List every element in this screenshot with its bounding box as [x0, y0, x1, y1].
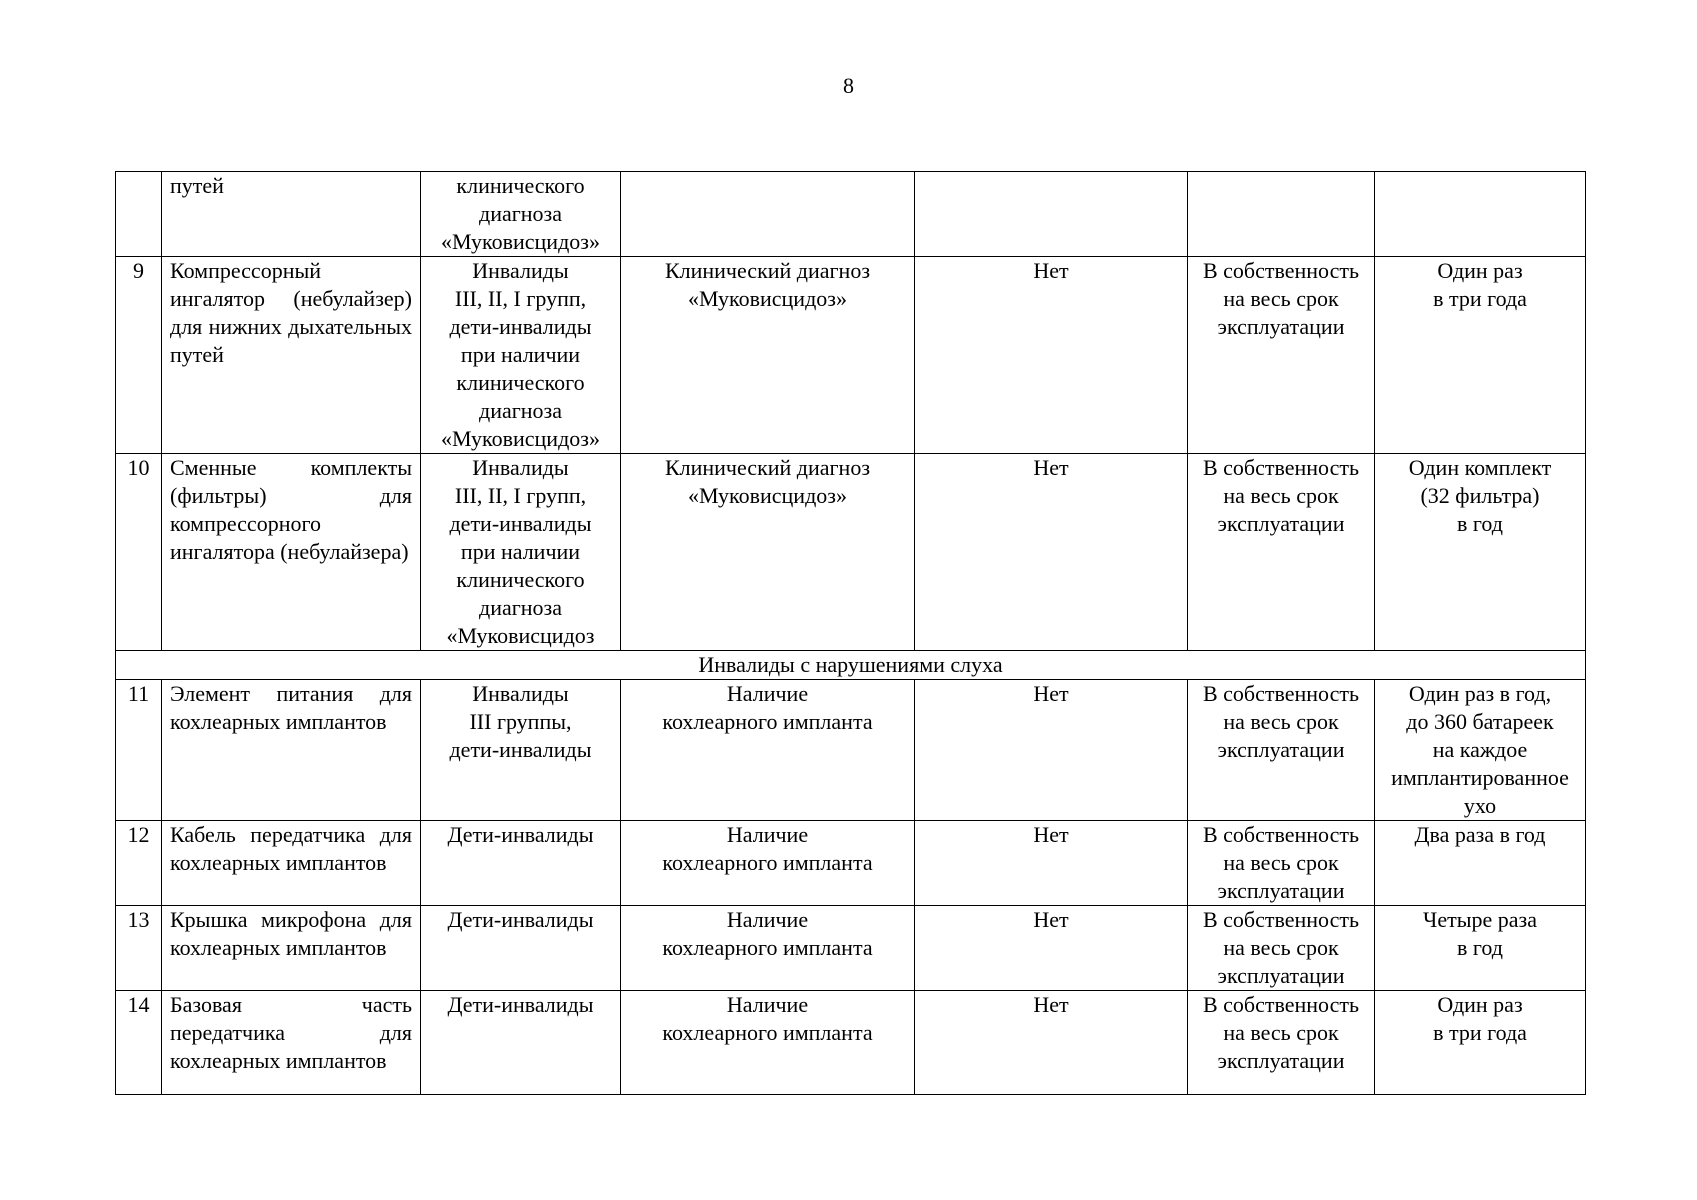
cell-text-line: Клинический диагноз: [664, 455, 871, 480]
provision-terms-cell: [1188, 454, 1375, 651]
provision-terms-cell: [1188, 257, 1375, 454]
recipients-cell: [421, 172, 621, 257]
cell-text-line: на весь срок: [1223, 1020, 1339, 1045]
item-name-cell: [162, 680, 421, 821]
recipients-cell: [421, 454, 621, 651]
cell-text-line: диагноза: [479, 595, 562, 620]
section-heading: Инвалиды с нарушениями слуха: [116, 651, 1586, 680]
contraindication-cell: [915, 680, 1188, 821]
cell-text-line: Компрессорный ингалятор (небулайзер) для нижних дыхательных путей: [170, 258, 412, 367]
cell-text-line: Наличие: [726, 822, 809, 847]
cell-text-line: до 360 батареек: [1406, 709, 1554, 734]
cell-text-line: Нет: [1033, 455, 1069, 480]
cell-text-line: кохлеарного импланта: [662, 935, 873, 960]
row-number: 10: [116, 454, 162, 651]
indication-cell: [621, 821, 915, 906]
cell-text-line: в три года: [1433, 1020, 1527, 1045]
provision-table: [115, 171, 1586, 1095]
table-row: [116, 821, 1586, 906]
cell-text-line: Инвалиды: [472, 455, 569, 480]
cell-text-line: в год: [1457, 511, 1503, 536]
cell-text-line: Один комплект: [1408, 455, 1552, 480]
provision-terms-cell: [1188, 172, 1375, 257]
contraindication-cell: [915, 172, 1188, 257]
cell-text-line: на весь срок: [1223, 935, 1339, 960]
cell-text-line: В собственность: [1202, 822, 1360, 847]
cell-text-line: III, II, I групп,: [454, 286, 587, 311]
cell-text-line: (32 фильтра): [1420, 483, 1540, 508]
indication-cell: [621, 906, 915, 991]
row-number: 13: [116, 906, 162, 991]
item-name-cell: [162, 906, 421, 991]
cell-text-line: Дети-инвалиды: [447, 907, 594, 932]
cell-text-line: кохлеарного импланта: [662, 1020, 873, 1045]
cell-text-line: на весь срок: [1223, 483, 1339, 508]
recipients-cell: [421, 257, 621, 454]
cell-text-line: Четыре раза: [1423, 907, 1537, 932]
indication-cell: [621, 172, 915, 257]
contraindication-cell: [915, 991, 1188, 1095]
cell-text-line: В собственность: [1202, 907, 1360, 932]
row-number: 9: [116, 257, 162, 454]
cell-text-line: «Муковисцидоз»: [441, 426, 600, 451]
cell-text-line: Нет: [1033, 822, 1069, 847]
item-name-cell: [162, 257, 421, 454]
cell-text-line: эксплуатации: [1217, 511, 1345, 536]
table-row: [116, 257, 1586, 454]
cell-text-line: Крышка микрофона для кохлеарных имплантов: [170, 907, 412, 960]
cell-text-line: Один раз в год,: [1408, 681, 1552, 706]
cell-text-line: Наличие: [726, 907, 809, 932]
cell-text-line: на весь срок: [1223, 709, 1339, 734]
cell-text-line: в год: [1457, 935, 1503, 960]
cell-text-line: Наличие: [726, 681, 809, 706]
recipients-cell: [421, 906, 621, 991]
cell-text-line: Два раза в год: [1414, 822, 1546, 847]
recipients-cell: [421, 991, 621, 1095]
cell-text-line: В собственность: [1202, 455, 1360, 480]
cell-text-line: Нет: [1033, 907, 1069, 932]
cell-text-line: клинического: [456, 173, 585, 198]
cell-text-line: дети-инвалиды: [449, 314, 592, 339]
cell-text-line: при наличии: [460, 342, 581, 367]
cell-text-line: Нет: [1033, 258, 1069, 283]
cell-text-line: эксплуатации: [1217, 314, 1345, 339]
cell-text-line: Кабель передатчика для кохлеарных имплантов: [170, 822, 412, 875]
table-row: [116, 454, 1586, 651]
cell-text-line: В собственность: [1202, 992, 1360, 1017]
indication-cell: [621, 257, 915, 454]
cell-text-line: Инвалиды: [472, 681, 569, 706]
table-body: [116, 172, 1586, 1095]
cell-text-line: Один раз: [1437, 258, 1523, 283]
frequency-cell: [1375, 454, 1586, 651]
provision-terms-cell: [1188, 821, 1375, 906]
item-name-cell: [162, 991, 421, 1095]
cell-text-line: дети-инвалиды: [449, 737, 592, 762]
cell-text-line: Дети-инвалиды: [447, 822, 594, 847]
indication-cell: [621, 680, 915, 821]
item-name-cell: [162, 454, 421, 651]
cell-text-line: В собственность: [1202, 681, 1360, 706]
item-name-cell: [162, 821, 421, 906]
section-row: [116, 651, 1586, 680]
indication-cell: [621, 454, 915, 651]
cell-text-line: на весь срок: [1223, 286, 1339, 311]
cell-text-line: ухо: [1463, 793, 1497, 818]
cell-text-line: «Муковисцидоз»: [688, 483, 847, 508]
contraindication-cell: [915, 257, 1188, 454]
cell-text-line: Дети-инвалиды: [447, 992, 594, 1017]
page-number: 8: [843, 73, 854, 98]
provision-terms-cell: [1188, 991, 1375, 1095]
cell-text-line: клинического: [456, 370, 585, 395]
table-row: [116, 991, 1586, 1095]
provision-terms-cell: [1188, 906, 1375, 991]
frequency-cell: [1375, 821, 1586, 906]
row-number: 14: [116, 991, 162, 1095]
row-number: 11: [116, 680, 162, 821]
cell-text-line: эксплуатации: [1217, 1048, 1345, 1073]
cell-text-line: «Муковисцидоз»: [441, 229, 600, 254]
cell-text-line: Нет: [1033, 992, 1069, 1017]
cell-text-line: Наличие: [726, 992, 809, 1017]
recipients-cell: [421, 680, 621, 821]
cell-text-line: Клинический диагноз: [664, 258, 871, 283]
table-row: [116, 680, 1586, 821]
table-row: [116, 906, 1586, 991]
cell-text-line: Один раз: [1437, 992, 1523, 1017]
cell-text-line: дети-инвалиды: [449, 511, 592, 536]
table-row: [116, 172, 1586, 257]
cell-text-line: имплантированное: [1391, 765, 1569, 790]
cell-text-line: эксплуатации: [1217, 878, 1345, 903]
cell-text-line: Инвалиды: [472, 258, 569, 283]
item-name-cell: [162, 172, 421, 257]
cell-text-line: Элемент питания для кохлеарных имплантов: [170, 681, 412, 734]
row-number: 12: [116, 821, 162, 906]
row-number: [116, 172, 162, 257]
cell-text-line: на весь срок: [1223, 850, 1339, 875]
contraindication-cell: [915, 821, 1188, 906]
cell-text-line: В собственность: [1202, 258, 1360, 283]
cell-text-line: диагноза: [479, 398, 562, 423]
cell-text-line: III группы,: [469, 709, 572, 734]
cell-text-line: кохлеарного импланта: [662, 709, 873, 734]
cell-text-line: «Муковисцидоз: [446, 623, 595, 648]
recipients-cell: [421, 821, 621, 906]
cell-text-line: Нет: [1033, 681, 1069, 706]
cell-text-line: диагноза: [479, 201, 562, 226]
cell-text-line: на каждое: [1432, 737, 1528, 762]
contraindication-cell: [915, 454, 1188, 651]
cell-text-line: в три года: [1433, 286, 1527, 311]
frequency-cell: [1375, 906, 1586, 991]
indication-cell: [621, 991, 915, 1095]
cell-text-line: Базовая часть передатчика для кохлеарных имплантов: [170, 992, 412, 1073]
cell-text-line: путей: [170, 173, 224, 198]
frequency-cell: [1375, 680, 1586, 821]
cell-text-line: эксплуатации: [1217, 963, 1345, 988]
cell-text-line: при наличии: [460, 539, 581, 564]
cell-text-line: эксплуатации: [1217, 737, 1345, 762]
frequency-cell: [1375, 257, 1586, 454]
frequency-cell: [1375, 172, 1586, 257]
provision-terms-cell: [1188, 680, 1375, 821]
cell-text-line: «Муковисцидоз»: [688, 286, 847, 311]
cell-text-line: Сменные комплекты (фильтры) для компрессорного ингалятора (небулайзера): [170, 455, 412, 564]
cell-text-line: кохлеарного импланта: [662, 850, 873, 875]
contraindication-cell: [915, 906, 1188, 991]
cell-text-line: клинического: [456, 567, 585, 592]
cell-text-line: III, II, I групп,: [454, 483, 587, 508]
frequency-cell: [1375, 991, 1586, 1095]
